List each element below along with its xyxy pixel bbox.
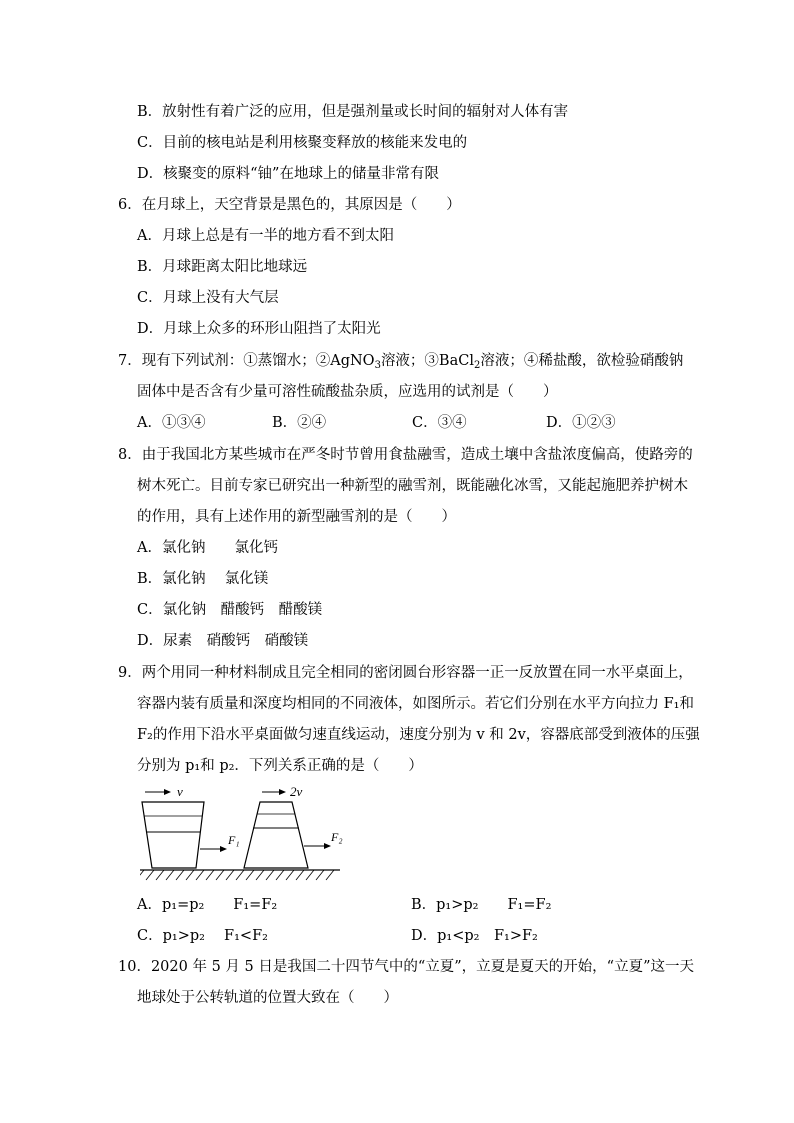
q9-stem-line1: 9．两个用同一种材料制成且完全相同的密闭圆台形容器一正一反放置在同一水平桌面上， [118,665,693,681]
q8-stem-line1: 8．由于我国北方某些城市在严冬时节曾用食盐融雪，造成土壤中含盐浓度偏高，使路旁的 [118,447,693,463]
force-label-f2: F₂ [331,830,343,844]
q10-stem-line1: 10．2020 年 5 月 5 日是我国二十四节气中的“立夏”，立夏是夏天的开始，“立夏”这一天 [118,959,694,975]
q9-stem-line2: 容器内装有质量和深度均相同的不同液体，如图所示。若它们分别在水平方向拉力 F₁和 [137,696,694,712]
q9-option-b: B．p₁>p₂ F₁=F₂ [411,897,552,913]
velocity-label-2v: 2v [290,784,303,799]
q7-option-d: D．①②③ [546,415,616,431]
q6-stem: 6．在月球上，天空背景是黑色的，其原因是（ ） [118,197,461,213]
q8-option-d: D．尿素 硝酸钙 硝酸镁 [137,633,309,649]
q7-stem-line2: 固体中是否含有少量可溶性硫酸盐杂质，应选用的试剂是（ ） [137,384,558,400]
container-1 [142,802,204,868]
q9-stem-line3: F₂的作用下沿水平桌面做匀速直线运动，速度分别为 v 和 2v，容器底部受到液体的压强 [137,727,700,743]
force-label-f1: F₁ [228,833,240,847]
q7-stem-line1: 7．现有下列试剂：①蒸馏水；②AgNO$_3$溶液；③BaCl$_2$溶液；④稀盐酸，欲检验硝酸钠 [118,353,684,371]
q6-option-a: A．月球上总是有一半的地方看不到太阳 [137,228,394,244]
q9-option-c: C．p₁>p₂ F₁<F₂ [137,928,268,944]
container-2 [244,802,308,868]
q8-option-b: B．氯化钠 氯化镁 [137,571,269,587]
q9-option-a: A．p₁=p₂ F₁=F₂ [137,897,278,913]
q9-stem-line4: 分别为 p₁和 p₂．下列关系正确的是（ ） [137,758,423,774]
q8-option-a: A．氯化钠 氯化钙 [137,540,278,556]
q6-option-d: D．月球上众多的环形山阻挡了太阳光 [137,321,381,337]
velocity-label-v: v [177,784,183,799]
q7-option-b: B．②④ [272,415,327,431]
ground-surface [140,870,340,880]
q6-option-b: B．月球距离太阳比地球远 [137,259,308,275]
q6-option-c: C．月球上没有大气层 [137,290,279,306]
q8-stem-line2: 树木死亡。目前专家已研究出一种新型的融雪剂，既能融化冰雪，又能起施肥养护树木 [137,478,688,494]
q5-option-b: B．放射性有着广泛的应用，但是强剂量或长时间的辐射对人体有害 [137,104,569,120]
q8-option-c: C．氯化钠 醋酸钙 醋酸镁 [137,602,323,618]
q8-stem-line3: 的作用，具有上述作用的新型融雪剂的是（ ） [137,509,456,525]
q5-option-c: C．目前的核电站是利用核聚变释放的核能来发电的 [137,135,468,151]
q9-option-d: D．p₁<p₂ F₁>F₂ [411,928,538,944]
q9-figure [140,782,360,886]
q7-option-c: C．③④ [412,415,467,431]
q10-stem-line2: 地球处于公转轨道的位置大致在（ ） [137,990,398,1006]
q5-option-d: D．核聚变的原料“铀”在地球上的储量非常有限 [137,166,439,182]
q7-option-a: A．①③④ [137,415,206,431]
